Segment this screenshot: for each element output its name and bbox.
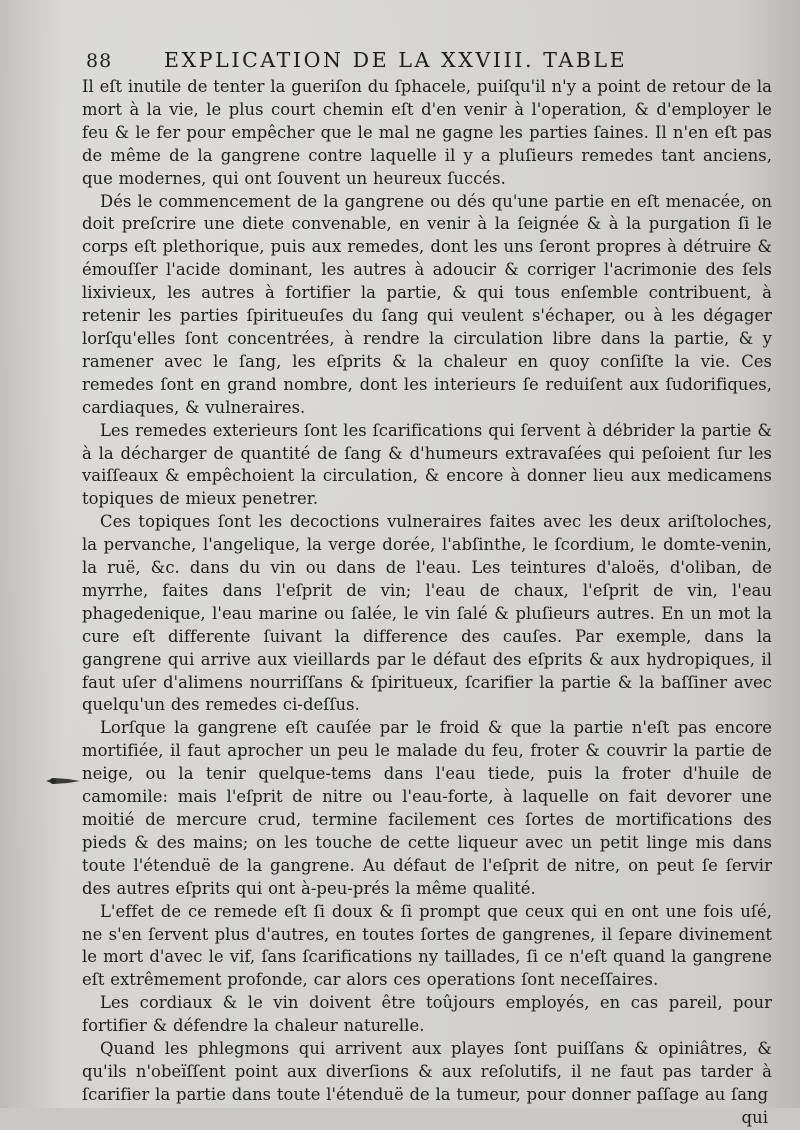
paragraph: Les cordiaux & le vin doivent être toûjours employés, en cas pareil, pour fortifier & défendre la chaleur naturelle. [82,993,772,1036]
paragraph: Quand les phlegmons qui arrivent aux playes ſont puiſſans & opiniâtres, & qu'ils n'obeïſſent point aux diverſions & aux reſolutifs, il ne faut pas tarder à ſcarifier la partie dans toute l'étenduë de la tumeur, pour donner paſſage au ſang [82,1039,772,1104]
body-text [82,76,772,1130]
paragraph: Les remedes exterieurs ſont les ſcarifications qui ſervent à débrider la partie & à la décharger de quantité de ſang & d'humeurs extravaſées qui peſoient ſur les vaiſſeaux & empêchoient la circulation, & encore à donner lieu aux medicamens topiques de mieux penetrer. [82,420,772,509]
paragraph: Lorſque la gangrene eſt cauſée par le froid & que la partie n'eſt pas encore mortifiée, il faut aprocher un peu le malade du feu, froter & couvrir la partie de neige, ou la tenir quelque-tems dans l'eau tiede, puis la froter d'huile de camomile: mais l'eſprit de nitre ou l'eau-forte, à laquelle on fait devorer une moitié de mercure crud, termine facilement ces ſortes de mortifications des pieds & des mains; on les touche de cette liqueur avec un petit linge mis dans toute l'étenduë de la gangrene. Au défaut de l'eſprit de nitre, on peut ſe ſervir des autres eſprits qui ont à-peu-prés la même qualité. [82,718,772,898]
pointing-hand-icon [44,775,82,787]
page-number: 88 [86,50,113,72]
paragraph: Dés le commencement de la gangrene ou dés qu'une partie en eſt menacée, on doit preſcrire une diete convenable, en venir à la ſeignée & à la purgation ſi le corps eſt plethorique, puis aux remedes, dont les uns ſeront propres à détruire & émouſſer l'acide dominant, les autres à adoucir & corriger l'acrimonie des ſels lixivieux, les autres à fortifier la partie, & qui tous enſemble contribuent, à retenir les parties ſpiritueuſes du ſang qui veulent s'échaper, ou à les dégager lorſqu'elles ſont concentrées, à rendre la circulation libre dans la partie, & y ramener avec le ſang, les eſprits & la chaleur en quoy conſiſte la vie. Ces remedes ſont en grand nombre, dont les interieurs ſe reduiſent aux ſudorifiques, cardiaques, & vulneraires. [82,191,772,417]
paragraph: Il eſt inutile de tenter la gueriſon du ſphacele, puiſqu'il n'y a point de retour de la mort à la vie, le plus court chemin eſt d'en venir à l'operation, & d'employer le feu & le fer pour empêcher que le mal ne gagne les parties ſaines. Il n'en eſt pas de même de la gangrene contre laquelle il y a pluſieurs remedes tant anciens, que modernes, qui ont ſouvent un heureux ſuccés. [82,77,772,188]
catchword: qui [741,1107,768,1127]
paragraph: L'effet de ce remede eſt ſi doux & ſi prompt que ceux qui en ont une fois uſé, ne s'en ſervent plus d'autres, en toutes ſortes de gangrenes, il ſepare divinement le mort d'avec le vif, ſans ſcarifications ny taillades, ſi ce n'eſt quand la gangrene eſt extrêmement profonde, car alors ces operations ſont neceſſaires. [82,901,772,990]
running-title: EXPLICATION DE LA XXVIII. TABLE [164,48,628,72]
page-header [82,44,772,74]
paragraph: Ces topiques ſont les decoctions vulneraires faites avec les deux ariſtoloches, la pervanche, l'angelique, la verge dorée, l'abſinthe, le ſcordium, le domte-venin, la ruë, &c. dans du vin ou dans de l'eau. Les teintures d'aloës, d'oliban, de myrrhe, faites dans l'eſprit de vin; l'eau de chaux, l'eſprit de vin, l'eau phagedenique, l'eau marine ou ſalée, le vin ſalé & pluſieurs autres. En un mot la cure eſt differente ſuivant la difference des cauſes. Par exemple, dans la gangrene qui arrive aux vieillards par le défaut des eſprits & aux hydropiques, il faut uſer d'alimens nourriſſans & ſpiritueux, ſcarifier la partie & la baſſiner avec quelqu'un des remedes ci-deſſus. [82,512,772,715]
